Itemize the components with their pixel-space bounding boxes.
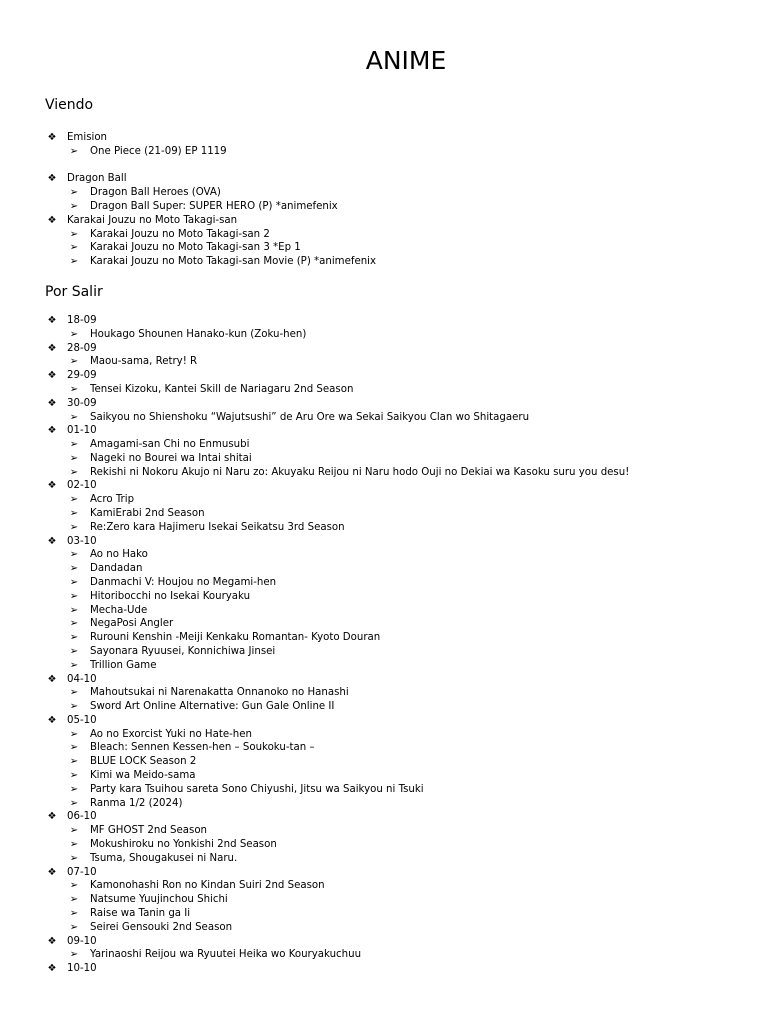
list-item-text: Mecha-Ude (90, 604, 148, 616)
arrow-bullet-icon: ➢ (69, 145, 79, 157)
arrow-bullet-icon: ➢ (69, 228, 79, 240)
arrow-bullet-icon: ➢ (69, 742, 79, 754)
list-item-text: Rekishi ni Nokoru Akujo ni Naru zo: Akuyaku Reijou ni Naru hodo Ouji no Dekiai wa Kasoku suru you desu! (90, 466, 630, 478)
list-item-text: Saikyou no Shienshoku “Wajutsushi” de Aru Ore wa Sekai Saikyou Clan wo Shitagaeru (90, 411, 530, 423)
arrow-bullet-icon: ➢ (69, 590, 79, 602)
list-item-text: Dragon Ball Heroes (OVA) (90, 187, 221, 199)
list-item-text: MF GHOST 2nd Season (90, 825, 208, 837)
arrow-bullet-icon: ➢ (69, 728, 79, 740)
list-item-text: Yarinaoshi Reijou wa Ryuutei Heika wo Kouryakuchuu (90, 949, 362, 961)
list-item-text: BLUE LOCK Season 2 (90, 756, 197, 768)
arrow-bullet-icon: ➢ (69, 645, 79, 657)
arrow-bullet-icon: ➢ (69, 187, 79, 199)
list-item-text: 10-10 (67, 963, 97, 975)
list-item-text: Party kara Tsuihou sareta Sono Chiyushi, Jitsu wa Saikyou ni Tsuki (90, 783, 424, 795)
list-item-text: Bleach: Sennen Kessen-hen – Soukoku-tan – (90, 742, 315, 754)
list-item-text: 09-10 (67, 935, 97, 947)
list-item-text: 28-09 (67, 342, 97, 354)
list-item-text: Ao no Exorcist Yuki no Hate-hen (90, 728, 252, 740)
arrow-bullet-icon: ➢ (69, 452, 79, 464)
list-item-text: Kimi wa Meido-sama (90, 770, 196, 782)
list-item-text: Dandadan (90, 563, 143, 575)
list-item-text: Dragon Ball (67, 173, 127, 185)
list-item-text: Ao no Hako (90, 549, 148, 561)
arrow-bullet-icon: ➢ (69, 756, 79, 768)
diamond-bullet-icon: ❖ (47, 673, 57, 685)
list-item-text: 06-10 (67, 811, 97, 823)
list-item-text: Amagami-san Chi no Enmusubi (90, 439, 250, 451)
arrow-bullet-icon: ➢ (69, 356, 79, 368)
arrow-bullet-icon: ➢ (69, 880, 79, 892)
list-item-text: Ranma 1/2 (2024) (90, 797, 183, 809)
list-item-text: Maou-sama, Retry! R (90, 356, 198, 368)
arrow-bullet-icon: ➢ (69, 632, 79, 644)
list-item-text: Karakai Jouzu no Moto Takagi-san (67, 214, 238, 226)
arrow-bullet-icon: ➢ (69, 825, 79, 837)
diamond-bullet-icon: ❖ (47, 935, 57, 947)
list-item-text: 04-10 (67, 673, 97, 685)
arrow-bullet-icon: ➢ (69, 328, 79, 340)
list-item-text: 03-10 (67, 535, 97, 547)
list-item-text: 05-10 (67, 714, 97, 726)
list-item-text: 29-09 (67, 370, 97, 382)
list-item-text: Kamonohashi Ron no Kindan Suiri 2nd Season (90, 880, 325, 892)
list-item-text: 02-10 (67, 480, 97, 492)
list-item-text: Seirei Gensouki 2nd Season (90, 921, 233, 933)
arrow-bullet-icon: ➢ (69, 201, 79, 212)
diamond-bullet-icon: ❖ (47, 173, 57, 185)
list-item-text: Emision (67, 132, 108, 143)
diamond-bullet-icon: ❖ (47, 425, 57, 437)
section-heading-viendo: Viendo (45, 97, 94, 113)
arrow-bullet-icon: ➢ (69, 563, 79, 575)
list-item-text: Karakai Jouzu no Moto Takagi-san 2 (90, 228, 270, 240)
diamond-bullet-icon: ❖ (47, 315, 57, 326)
list-item-text: Hitoribocchi no Isekai Kouryaku (90, 590, 251, 602)
arrow-bullet-icon: ➢ (69, 618, 79, 630)
diamond-bullet-icon: ❖ (47, 370, 57, 382)
diamond-bullet-icon: ❖ (47, 342, 57, 354)
list-item-text: NegaPosi Angler (90, 618, 174, 630)
arrow-bullet-icon: ➢ (69, 949, 79, 961)
section-heading-por-salir: Por Salir (45, 284, 103, 300)
diamond-bullet-icon: ❖ (47, 866, 57, 878)
arrow-bullet-icon: ➢ (69, 383, 79, 395)
arrow-bullet-icon: ➢ (69, 921, 79, 933)
arrow-bullet-icon: ➢ (69, 839, 79, 851)
list-item-text: Dragon Ball Super: SUPER HERO (P) *animefenix (90, 201, 338, 212)
arrow-bullet-icon: ➢ (69, 687, 79, 699)
diamond-bullet-icon: ❖ (47, 714, 57, 726)
list-item-text: Acro Trip (90, 494, 135, 506)
arrow-bullet-icon: ➢ (69, 256, 79, 268)
arrow-bullet-icon: ➢ (69, 701, 79, 713)
arrow-bullet-icon: ➢ (69, 242, 79, 254)
list-item-text: Sword Art Online Alternative: Gun Gale Online II (90, 701, 335, 713)
diamond-bullet-icon: ❖ (47, 480, 57, 492)
list-item-text: 30-09 (67, 397, 97, 409)
arrow-bullet-icon: ➢ (69, 783, 79, 795)
list-item-text: Karakai Jouzu no Moto Takagi-san 3 *Ep 1 (90, 242, 301, 254)
list-item-text: Tsuma, Shougakusei ni Naru. (90, 852, 238, 864)
arrow-bullet-icon: ➢ (69, 494, 79, 506)
arrow-bullet-icon: ➢ (69, 797, 79, 809)
list-item-text: 07-10 (67, 866, 97, 878)
diamond-bullet-icon: ❖ (47, 535, 57, 547)
page-title: ANIME (365, 46, 447, 75)
list-item-text: KamiErabi 2nd Season (90, 508, 205, 520)
arrow-bullet-icon: ➢ (69, 770, 79, 782)
list-item-text: Mokushiroku no Yonkishi 2nd Season (90, 839, 277, 851)
list-item-text: Tensei Kizoku, Kantei Skill de Nariagaru 2nd Season (90, 383, 354, 395)
arrow-bullet-icon: ➢ (69, 439, 79, 451)
arrow-bullet-icon: ➢ (69, 466, 79, 478)
list-item-text: 18-09 (67, 315, 97, 326)
list-item-text: Nageki no Bourei wa Intai shitai (90, 452, 252, 464)
diamond-bullet-icon: ❖ (47, 214, 57, 226)
diamond-bullet-icon: ❖ (47, 963, 57, 975)
list-item-text: Sayonara Ryuusei, Konnichiwa Jinsei (90, 645, 276, 657)
arrow-bullet-icon: ➢ (69, 894, 79, 906)
diamond-bullet-icon: ❖ (47, 397, 57, 409)
list-item-text: Trillion Game (90, 659, 157, 671)
list-item-text: Re:Zero kara Hajimeru Isekai Seikatsu 3rd Season (90, 521, 345, 533)
arrow-bullet-icon: ➢ (69, 411, 79, 423)
arrow-bullet-icon: ➢ (69, 508, 79, 520)
arrow-bullet-icon: ➢ (69, 521, 79, 533)
list-item-text: Danmachi V: Houjou no Megami-hen (90, 577, 277, 588)
list-item-text: Houkago Shounen Hanako-kun (Zoku-hen) (90, 328, 307, 340)
arrow-bullet-icon: ➢ (69, 549, 79, 561)
diamond-bullet-icon: ❖ (47, 132, 57, 143)
list-item-text: One Piece (21-09) EP 1119 (90, 145, 227, 157)
diamond-bullet-icon: ❖ (47, 811, 57, 823)
list-item-text: Rurouni Kenshin -Meiji Kenkaku Romantan- Kyoto Douran (90, 632, 381, 644)
list-item-text: Raise wa Tanin ga Ii (90, 907, 191, 919)
list-item-text: Karakai Jouzu no Moto Takagi-san Movie (P) *animefenix (90, 256, 377, 268)
list-item-text: 01-10 (67, 425, 97, 437)
arrow-bullet-icon: ➢ (69, 852, 79, 864)
arrow-bullet-icon: ➢ (69, 577, 79, 588)
arrow-bullet-icon: ➢ (69, 907, 79, 919)
list-item-text: Mahoutsukai ni Narenakatta Onnanoko no Hanashi (90, 687, 349, 699)
list-item-text: Natsume Yuujinchou Shichi (90, 894, 228, 906)
arrow-bullet-icon: ➢ (69, 604, 79, 616)
arrow-bullet-icon: ➢ (69, 659, 79, 671)
